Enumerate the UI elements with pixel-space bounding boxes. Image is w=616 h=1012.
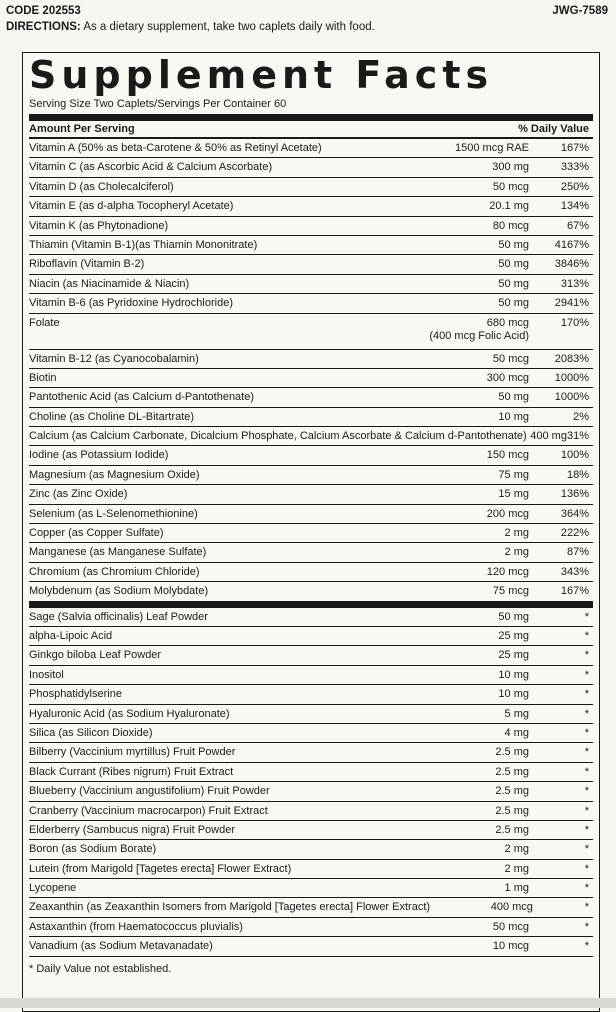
bottom-strip: [0, 998, 616, 1008]
amount-value: 50 mcg: [492, 352, 529, 365]
nutrient-name: Copper (as Copper Sulfate): [29, 527, 164, 540]
daily-value: 4167%: [554, 238, 589, 251]
nutrient-name: Biotin: [29, 371, 57, 384]
table-row: [29, 139, 593, 158]
amount-value: 80 mcg: [492, 219, 529, 232]
nutrient-amount: [419, 469, 529, 482]
amount-value: 50 mcg: [492, 180, 529, 193]
nutrient-amount: [419, 746, 529, 759]
table-row: [29, 466, 593, 485]
nutrient-amount: [419, 669, 529, 682]
other-ingredient-list: [29, 608, 593, 957]
nutrient-name: Vitamin B-6 (as Pyridoxine Hydrochloride): [29, 297, 233, 310]
amount-value: 680 mcg: [486, 316, 529, 329]
amount-value: 10 mg: [498, 668, 529, 681]
vitamin-list: [29, 139, 593, 602]
nutrient-amount: [419, 546, 529, 559]
nutrient-amount: [419, 411, 529, 424]
daily-value: *: [584, 882, 589, 895]
table-row: [29, 646, 593, 665]
nutrient-name: Riboflavin (Vitamin B-2): [29, 258, 145, 271]
amount-value: 2.5 mg: [495, 785, 529, 798]
nutrient-name: Vitamin K (as Phytonadione): [29, 219, 169, 232]
amount-value: 10 mg: [498, 688, 529, 701]
nutrient-name: Boron (as Sodium Borate): [29, 843, 157, 856]
daily-value: 100%: [560, 449, 589, 462]
amount-value: 2 mg: [504, 843, 529, 856]
amount-value: 2 mg: [504, 527, 529, 540]
daily-value: *: [584, 862, 589, 875]
daily-value: 2941%: [554, 297, 589, 310]
table-row: [29, 685, 593, 704]
footnote: * Daily Value not established.: [29, 962, 172, 975]
amount-value: 2.5 mg: [495, 804, 529, 817]
amount-value: 50 mg: [498, 277, 529, 290]
nutrient-name: Ginkgo biloba Leaf Powder: [29, 649, 162, 662]
nutrient-amount: [419, 805, 529, 818]
nutrient-amount: [419, 220, 529, 233]
daily-value: *: [584, 610, 589, 623]
nutrient-amount: [419, 239, 529, 252]
table-row: [29, 543, 593, 562]
table-row: [29, 275, 593, 294]
table-header: [29, 121, 593, 139]
daily-value: *: [584, 668, 589, 681]
amount-value: 50 mcg: [492, 920, 529, 933]
table-row: [29, 918, 593, 937]
table-row: [29, 197, 593, 216]
daily-value: 18%: [566, 468, 589, 481]
amount-value: 2 mg: [504, 546, 529, 559]
nutrient-amount: [419, 508, 529, 521]
table-row: [29, 314, 593, 350]
nutrient-name: Folate: [29, 316, 60, 329]
daily-value: *: [584, 649, 589, 662]
nutrient-amount: [419, 708, 529, 721]
nutrient-name: Vitamin C (as Ascorbic Acid & Calcium Ascorbate): [29, 161, 273, 174]
daily-value: 250%: [560, 180, 589, 193]
nutrient-name: Phosphatidylserine: [29, 688, 122, 701]
table-row: [29, 879, 593, 898]
nutrient-amount: [419, 940, 529, 953]
nutrient-amount: [419, 585, 529, 598]
daily-value: 67%: [566, 219, 589, 232]
dv-header: % Daily Value: [518, 123, 589, 135]
table-row: [29, 898, 593, 917]
nutrient-amount: [419, 391, 529, 404]
daily-value: 3846%: [554, 258, 589, 271]
amount-value: 2 mg: [504, 862, 529, 875]
nutrient-name: Chromium (as Chromium Chloride): [29, 565, 200, 578]
amount-value: 25 mg: [498, 629, 529, 642]
table-row: [29, 860, 593, 879]
amount-value: 5 mg: [504, 707, 529, 720]
daily-value: *: [584, 785, 589, 798]
nutrient-amount: [419, 278, 529, 291]
amount-value: 75 mcg: [492, 585, 529, 598]
daily-value: *: [584, 920, 589, 933]
title-divider: [29, 114, 593, 121]
top-line: [6, 4, 608, 18]
nutrient-amount: [419, 200, 529, 213]
amount-value: 200 mcg: [486, 507, 529, 520]
nutrient-amount: [419, 766, 529, 779]
table-row: [29, 840, 593, 859]
table-row: [29, 524, 593, 543]
daily-value: 1000%: [554, 391, 589, 404]
directions-text: As a dietary supplement, take two caplets daily with food.: [83, 21, 375, 33]
table-row: [29, 446, 593, 465]
nutrient-amount: [419, 142, 529, 155]
nutrient-amount: [419, 785, 529, 798]
table-row: [29, 388, 593, 407]
amount-value: 75 mg: [498, 468, 529, 481]
lot-code: JWG-7589: [552, 5, 608, 17]
nutrient-amount: [419, 824, 529, 837]
nutrient-name: Bilberry (Vaccinium myrtillus) Fruit Powder: [29, 746, 236, 759]
daily-value: 2083%: [554, 352, 589, 365]
nutrient-amount: [419, 372, 529, 385]
amount-value: 400 mg: [530, 430, 567, 443]
daily-value: *: [584, 726, 589, 739]
nutrient-name: Choline (as Choline DL-Bitartrate): [29, 410, 195, 423]
daily-value: 313%: [560, 277, 589, 290]
table-row: [29, 158, 593, 177]
table-row: [29, 408, 593, 427]
amount-value: 15 mg: [498, 488, 529, 501]
amount-value: 1500 mcg RAE: [455, 142, 529, 154]
nutrient-name: Zinc (as Zinc Oxide): [29, 488, 128, 501]
nutrient-name: Selenium (as L-Selenomethionine): [29, 507, 198, 520]
nutrient-name: Manganese (as Manganese Sulfate): [29, 546, 207, 559]
nutrient-name: Lycopene: [29, 882, 77, 895]
amount-value: 2.5 mg: [495, 823, 529, 836]
nutrient-name: Vitamin B-12 (as Cyanocobalamin): [29, 352, 199, 365]
nutrient-amount: [430, 901, 533, 914]
nutrient-amount: [419, 649, 529, 662]
nutrient-amount: [419, 688, 529, 701]
amount-value: 2.5 mg: [495, 746, 529, 759]
table-row: [29, 505, 593, 524]
amount-header: Amount Per Serving: [29, 123, 135, 135]
nutrient-name: Silica (as Silicon Dioxide): [29, 726, 153, 739]
daily-value: *: [584, 707, 589, 720]
daily-value: 134%: [560, 200, 589, 213]
daily-value: 167%: [560, 585, 589, 598]
nutrient-name: Zeaxanthin (as Zeaxanthin Isomers from Marigold [Tagetes erecta] Flower Extract): [29, 901, 431, 914]
nutrient-name: Elderberry (Sambucus nigra) Fruit Powder: [29, 823, 236, 836]
nutrient-amount: [419, 566, 529, 579]
nutrient-name: Iodine (as Potassium Iodide): [29, 449, 169, 462]
table-row: [29, 427, 593, 446]
table-row: [29, 821, 593, 840]
nutrient-name: Vanadium (as Sodium Metavanadate): [29, 940, 213, 953]
table-row: [29, 255, 593, 274]
directions: [6, 20, 606, 34]
amount-value: 1 mg: [504, 882, 529, 895]
nutrient-amount: [419, 258, 529, 271]
daily-value: 170%: [560, 316, 589, 329]
daily-value: 343%: [560, 565, 589, 578]
nutrient-name: Hyaluronic Acid (as Sodium Hyaluronate): [29, 707, 230, 720]
amount-value: 10 mcg: [492, 940, 529, 953]
table-row: [29, 763, 593, 782]
nutrient-amount: [419, 161, 529, 174]
nutrient-name: Calcium (as Calcium Carbonate, Dicalcium Phosphate, Calcium Ascorbate & Calcium d-Pantothenate): [29, 430, 527, 443]
table-row: [29, 236, 593, 255]
nutrient-name: Vitamin A (50% as beta-Carotene & 50% as Retinyl Acetate): [29, 142, 322, 154]
nutrient-name: Sage (Salvia officinalis) Leaf Powder: [29, 610, 208, 623]
daily-value: 2%: [573, 410, 589, 423]
amount-value: 400 mcg: [490, 901, 533, 914]
nutrient-amount: [419, 630, 529, 643]
table-row: [29, 705, 593, 724]
supplement-facts-panel: [22, 52, 600, 1012]
table-row: [29, 178, 593, 197]
daily-value: 167%: [560, 142, 589, 154]
nutrient-name: Inositol: [29, 668, 64, 681]
nutrient-name: Astaxanthin (from Haematococcus pluvialis): [29, 920, 243, 933]
nutrient-name: Niacin (as Niacinamide & Niacin): [29, 277, 190, 290]
nutrient-amount: [419, 488, 529, 501]
table-row: [29, 782, 593, 801]
table-row: [29, 937, 593, 956]
daily-value: *: [584, 940, 589, 953]
daily-value: *: [584, 629, 589, 642]
nutrient-amount: [419, 611, 529, 624]
table-row: [29, 294, 593, 313]
nutrient-amount: [419, 921, 529, 934]
daily-value: 333%: [560, 161, 589, 174]
table-row: [29, 350, 593, 369]
amount-value: 120 mcg: [486, 565, 529, 578]
nutrient-amount: [419, 317, 529, 343]
table-row: [29, 627, 593, 646]
daily-value: *: [584, 765, 589, 778]
daily-value: *: [584, 823, 589, 836]
table-row: [29, 582, 593, 601]
daily-value: 1000%: [554, 371, 589, 384]
nutrient-name: Blueberry (Vaccinium angustifolium) Fruit Powder: [29, 785, 270, 798]
amount-value: 10 mg: [498, 410, 529, 423]
table-row: [29, 217, 593, 236]
nutrient-name: Magnesium (as Magnesium Oxide): [29, 468, 200, 481]
amount-value: 20.1 mg: [489, 200, 529, 213]
nutrient-amount: [419, 843, 529, 856]
nutrient-amount: [419, 297, 529, 310]
nutrient-amount: [419, 882, 529, 895]
daily-value: 222%: [560, 527, 589, 540]
table-row: [29, 485, 593, 504]
nutrient-amount: [419, 863, 529, 876]
daily-value: 364%: [560, 507, 589, 520]
daily-value: 136%: [560, 488, 589, 501]
nutrient-name: Molybdenum (as Sodium Molybdate): [29, 585, 209, 598]
amount-value: 25 mg: [498, 649, 529, 662]
directions-label: DIRECTIONS:: [6, 21, 81, 33]
nutrient-name: Lutein (from Marigold [Tagetes erecta] Flower Extract): [29, 862, 292, 875]
amount-note: (400 mcg Folic Acid): [429, 329, 529, 342]
amount-value: 150 mcg: [486, 449, 529, 462]
daily-value: *: [584, 901, 589, 914]
nutrient-amount: [419, 727, 529, 740]
amount-value: 300 mg: [492, 161, 529, 174]
table-row: [29, 802, 593, 821]
daily-value: *: [584, 843, 589, 856]
amount-value: 50 mg: [498, 238, 529, 251]
nutrient-name: alpha-Lipoic Acid: [29, 629, 113, 642]
table-row: [29, 724, 593, 743]
table-row: [29, 666, 593, 685]
nutrient-name: Thiamin (Vitamin B-1)(as Thiamin Mononitrate): [29, 238, 258, 251]
amount-value: 300 mcg: [486, 371, 529, 384]
amount-value: 50 mg: [498, 610, 529, 623]
product-code: CODE 202553: [6, 5, 81, 17]
table-row: [29, 369, 593, 388]
table-row: [29, 563, 593, 582]
daily-value: *: [584, 746, 589, 759]
nutrient-amount: [419, 527, 529, 540]
amount-value: 50 mg: [498, 391, 529, 404]
nutrient-name: Vitamin E (as d-alpha Tocopheryl Acetate): [29, 200, 234, 213]
daily-value: 31%: [566, 430, 589, 443]
nutrient-amount: [527, 430, 567, 443]
daily-value: 87%: [566, 546, 589, 559]
amount-value: 2.5 mg: [495, 765, 529, 778]
nutrient-amount: [419, 181, 529, 194]
table-row: [29, 608, 593, 627]
nutrient-amount: [419, 353, 529, 366]
daily-value: *: [584, 804, 589, 817]
amount-value: 4 mg: [504, 726, 529, 739]
nutrient-name: Pantothenic Acid (as Calcium d-Pantothenate): [29, 391, 255, 404]
amount-value: 50 mg: [498, 258, 529, 271]
nutrient-name: Black Currant (Ribes nigrum) Fruit Extract: [29, 765, 234, 778]
amount-value: 50 mg: [498, 297, 529, 310]
nutrient-name: Vitamin D (as Cholecalciferol): [29, 180, 174, 193]
serving-info: Serving Size Two Caplets/Servings Per Container 60: [29, 98, 287, 110]
table-row: [29, 743, 593, 762]
daily-value: *: [584, 688, 589, 701]
nutrient-name: Cranberry (Vaccinium macrocarpon) Fruit Extract: [29, 804, 268, 817]
panel-title: Supplement Facts: [29, 53, 494, 97]
nutrient-amount: [419, 449, 529, 462]
